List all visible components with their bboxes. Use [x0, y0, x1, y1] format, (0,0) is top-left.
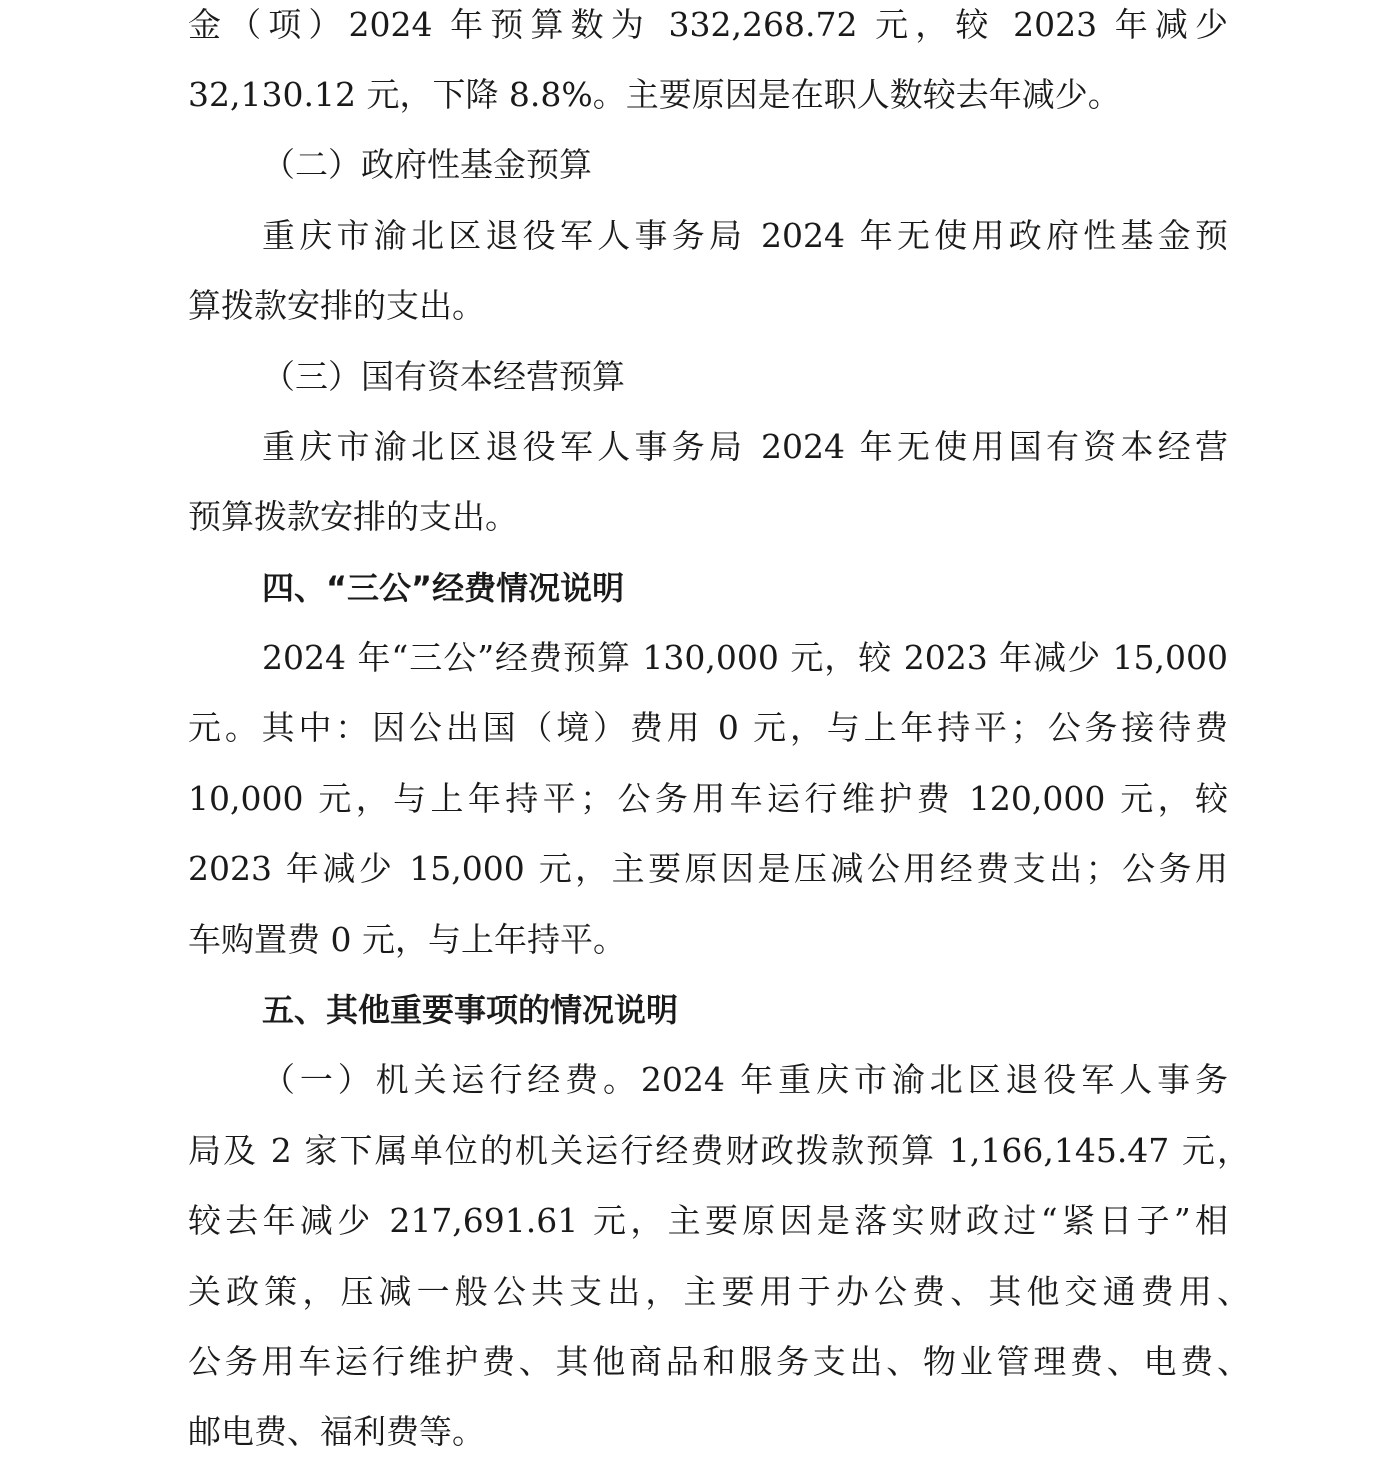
paragraph-line: 重庆市渝北区退役军人事务局 2024 年无使用政府性基金预: [262, 216, 1228, 255]
paragraph-line: 关政策，压减一般公共支出，主要用于办公费、其他交通费用、: [188, 1272, 1250, 1311]
paragraph-line: 元。其中：因公出国（境）费用 0 元，与上年持平；公务接待费: [188, 708, 1228, 747]
section-heading: 四、“三公”经费情况说明: [262, 569, 625, 607]
paragraph-line: 邮电费、福利费等。: [188, 1412, 485, 1451]
paragraph-line: 算拨款安排的支出。: [188, 286, 485, 325]
section-subheading: （二）政府性基金预算: [262, 145, 592, 184]
paragraph-line: 公务用车运行维护费、其他商品和服务支出、物业管理费、电费、: [188, 1342, 1250, 1381]
paragraph-line: 32,130.12 元，下降 8.8%。主要原因是在职人数较去年减少。: [188, 75, 1121, 114]
paragraph-line: 10,000 元，与上年持平；公务用车运行维护费 120,000 元，较: [188, 779, 1228, 818]
paragraph-line: 较去年减少 217,691.61 元，主要原因是落实财政过“紧日子”相: [188, 1201, 1228, 1240]
section-subheading: （三）国有资本经营预算: [262, 357, 625, 396]
paragraph-line: 2023 年减少 15,000 元，主要原因是压减公用经费支出；公务用: [188, 849, 1228, 888]
paragraph-line: 2024 年“三公”经费预算 130,000 元，较 2023 年减少 15,000: [262, 638, 1228, 677]
paragraph-line: 金（项）2024 年预算数为 332,268.72 元，较 2023 年减少: [188, 5, 1228, 44]
paragraph-line: 预算拨款安排的支出。: [188, 497, 518, 536]
paragraph-line: （一）机关运行经费。2024 年重庆市渝北区退役军人事务: [262, 1060, 1228, 1099]
paragraph-line: 重庆市渝北区退役军人事务局 2024 年无使用国有资本经营: [262, 427, 1228, 466]
section-heading: 五、其他重要事项的情况说明: [262, 991, 679, 1029]
paragraph-line: 车购置费 0 元，与上年持平。: [188, 920, 626, 959]
paragraph-line: 局及 2 家下属单位的机关运行经费财政拨款预算 1,166,145.47 元，: [188, 1131, 1250, 1170]
